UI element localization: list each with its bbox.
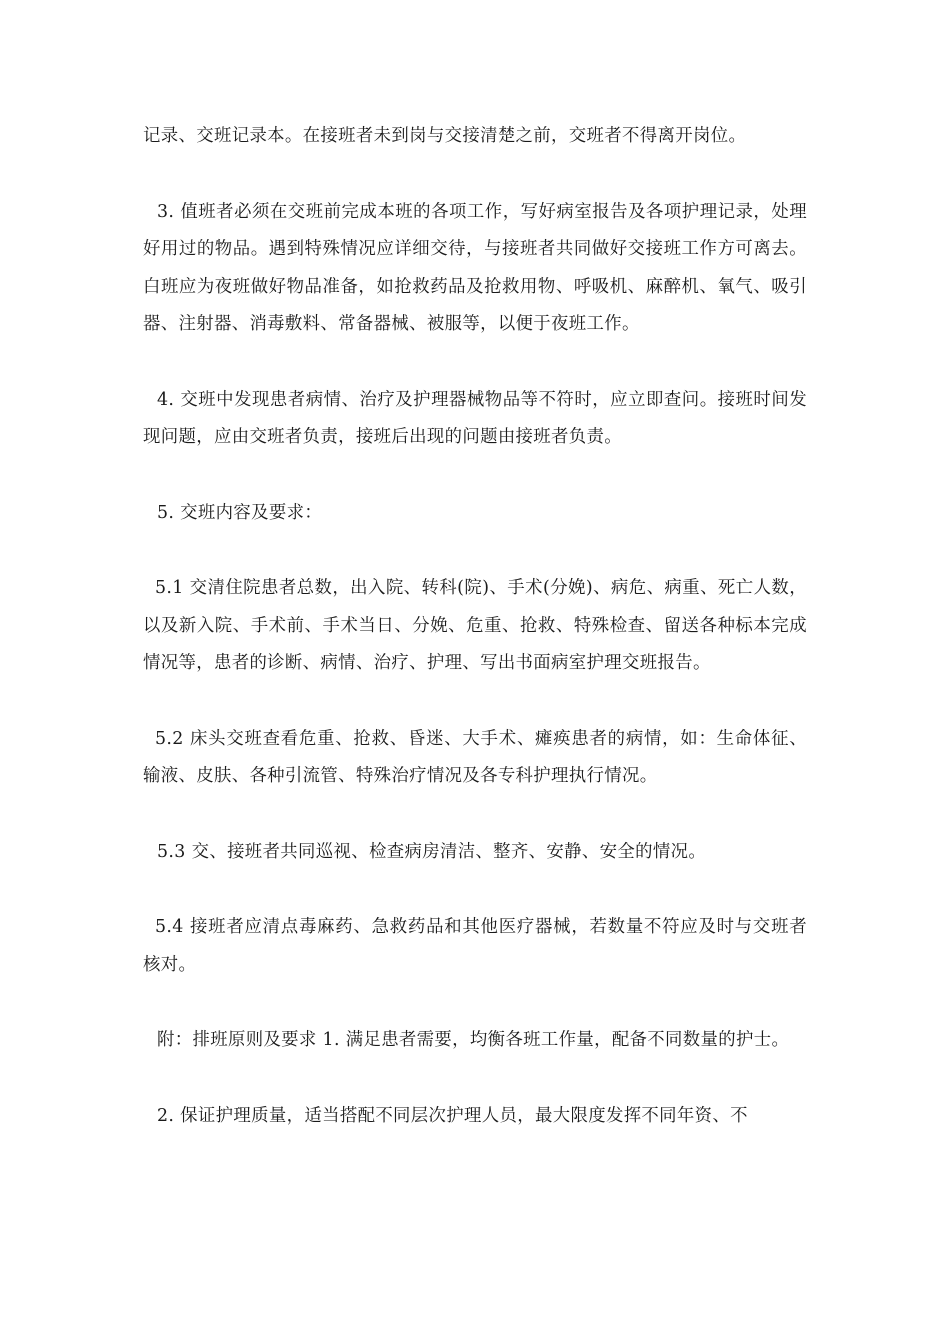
paragraph-item-4: 4. 交班中发现患者病情、治疗及护理器械物品等不符时，应立即查问。接班时间发现问题，应由交班者负责，接班后出现的问题由接班者负责。 bbox=[143, 389, 807, 447]
paragraph-item-5-3: 5.3 交、接班者共同巡视、检查病房清洁、整齐、安静、安全的情况。 bbox=[157, 841, 707, 862]
document-body bbox=[143, 118, 807, 1173]
paragraph-item-5-2: 5.2 床头交班查看危重、抢救、昏迷、大手术、瘫痪患者的病情，如：生命体征、输液、皮肤、各种引流管、特殊治疗情况及各专科护理执行情况。 bbox=[143, 728, 807, 786]
paragraph-shift-records: 记录、交班记录本。在接班者未到岗与交接清楚之前，交班者不得离开岗位。 bbox=[143, 126, 747, 146]
paragraph-item-5: 5. 交班内容及要求： bbox=[157, 502, 323, 523]
paragraph-item-5-1: 5.1 交清住院患者总数，出入院、转科(院)、手术(分娩)、病危、病重、死亡人数，以及新入院、手术前、手术当日、分娩、危重、抢救、特殊检查、留送各种标本完成情况等，患者的诊断、病情、治疗、护理、写出书面病室护理交班报告。 bbox=[143, 578, 807, 673]
paragraph-item-5-4: 5.4 接班者应清点毒麻药、急救药品和其他医疗器械，若数量不符应及时与交班者核对。 bbox=[143, 917, 807, 975]
paragraph-appendix: 附：排班原则及要求 1. 满足患者需要，均衡各班工作量，配备不同数量的护士。 bbox=[157, 1030, 790, 1050]
paragraph-appendix-item-2: 2. 保证护理质量，适当搭配不同层次护理人员，最大限度发挥不同年资、不 bbox=[157, 1105, 748, 1126]
paragraph-item-3: 3. 值班者必须在交班前完成本班的各项工作，写好病室报告及各项护理记录，处理好用过的物品。遇到特殊情况应详细交待，与接班者共同做好交接班工作方可离去。白班应为夜班做好物品准备，如抢救药品及抢救用物、呼吸机、麻醉机、氧气、吸引器、注射器、消毒敷料、常备器械、被服等，以便于夜班工作。 bbox=[143, 201, 807, 334]
